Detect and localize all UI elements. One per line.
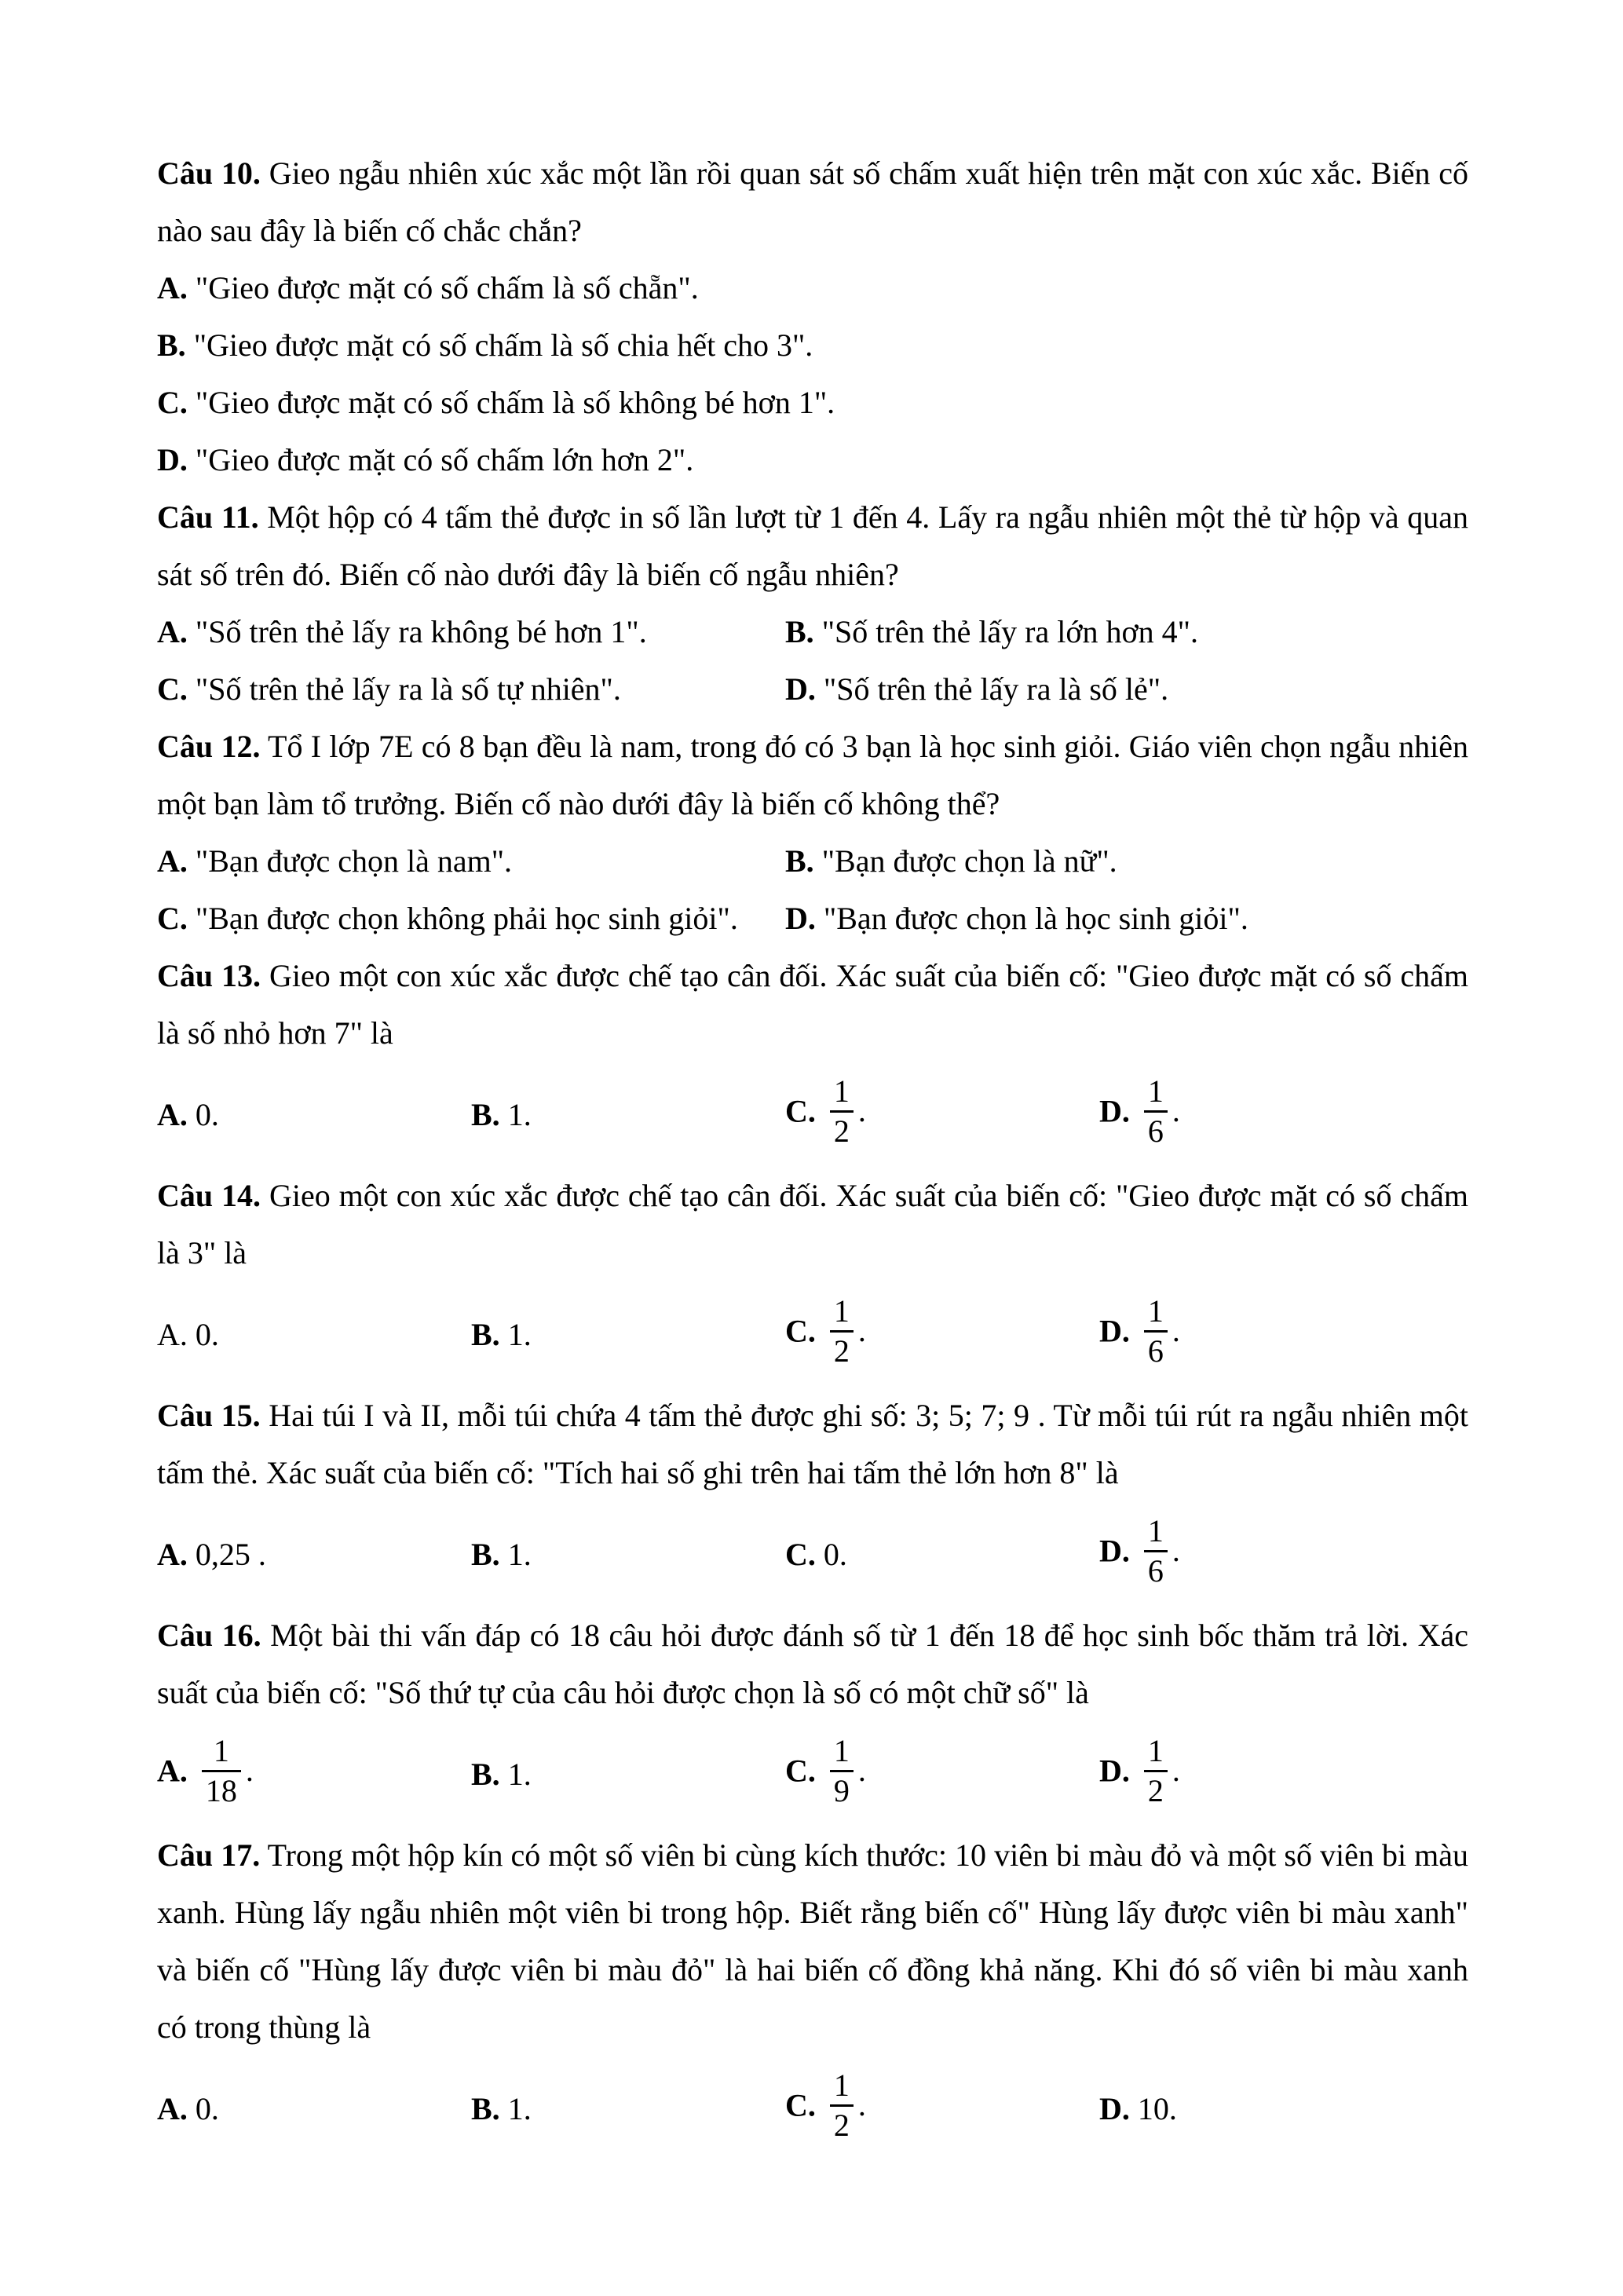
option-letter: B. xyxy=(471,1096,500,1132)
option-letter: D. xyxy=(1099,1533,1130,1569)
option-value xyxy=(508,1537,532,1572)
option-line xyxy=(157,259,1468,316)
option-cell xyxy=(157,1732,471,1811)
option-cell xyxy=(157,1306,471,1363)
question-label: Câu 13. xyxy=(157,958,261,993)
question-label: Câu 12. xyxy=(157,729,261,764)
option-value xyxy=(822,614,1198,649)
fraction-numerator: 1 xyxy=(1147,1292,1164,1329)
fraction xyxy=(830,1075,854,1148)
option-value xyxy=(824,1537,847,1572)
option-cell xyxy=(785,1073,1099,1151)
option-cell xyxy=(1099,2080,1468,2137)
option-text: 0. xyxy=(823,1536,847,1572)
option-cell xyxy=(785,832,1468,890)
fraction xyxy=(830,1292,854,1369)
option-letter: D. xyxy=(1099,1313,1130,1349)
option-cell xyxy=(157,270,699,305)
option-text: 10. xyxy=(1137,2090,1177,2126)
option-text: 0. xyxy=(195,1096,219,1132)
option-letter: C. xyxy=(785,1313,816,1349)
fraction xyxy=(1144,1512,1168,1589)
option-value xyxy=(196,843,512,879)
question-text: Gieo một con xúc xắc được chế tạo cân đối. Xác suất của biến cố: "Gieo được mặt có số chấm là số nhỏ hơn 7" là xyxy=(157,958,1469,1051)
question-label: Câu 15. xyxy=(157,1398,261,1433)
option-letter: A. xyxy=(157,1096,188,1132)
option-text: . xyxy=(857,1093,866,1129)
option-letter: C. xyxy=(785,1536,816,1572)
option-letter: B. xyxy=(471,1756,500,1792)
fraction-denominator: 6 xyxy=(1144,1110,1168,1148)
option-cell xyxy=(1099,1073,1468,1151)
option-value xyxy=(508,1757,532,1792)
fraction xyxy=(1144,1292,1168,1369)
option-letter: C. xyxy=(785,2087,816,2123)
option-value xyxy=(194,327,813,363)
option-letter: C. xyxy=(157,901,188,936)
fraction xyxy=(202,1732,241,1808)
option-letter: B. xyxy=(785,843,814,879)
option-text: "Gieo được mặt có số chấm là số không bé hơn 1". xyxy=(195,385,835,420)
option-text: 1. xyxy=(507,2090,532,2126)
question-statement xyxy=(157,1607,1468,1721)
option-text: "Gieo được mặt có số chấm lớn hơn 2". xyxy=(195,442,694,477)
option-letter: B. xyxy=(471,2090,500,2126)
fraction-numerator: 1 xyxy=(833,1732,850,1768)
option-value xyxy=(824,671,1168,707)
option-text: "Bạn được chọn không phải học sinh giỏi". xyxy=(195,901,738,936)
question-cau-10 xyxy=(157,144,1468,488)
option-value xyxy=(824,1292,866,1369)
option-text: 0. xyxy=(195,2090,219,2126)
question-statement xyxy=(157,488,1468,603)
option-cell xyxy=(157,890,785,947)
question-statement xyxy=(157,1167,1468,1281)
option-cell xyxy=(785,890,1468,947)
fraction-denominator: 6 xyxy=(1144,1330,1168,1368)
option-letter: A. xyxy=(157,1753,188,1789)
option-row xyxy=(157,1062,1468,1167)
option-text: . xyxy=(1172,1533,1180,1569)
option-row xyxy=(157,2056,1468,2161)
fraction-numerator: 1 xyxy=(213,1732,229,1768)
option-value xyxy=(196,385,835,420)
option-text: "Số trên thẻ lấy ra lớn hơn 4". xyxy=(821,614,1199,649)
fraction-denominator: 2 xyxy=(830,2104,854,2142)
option-value xyxy=(824,901,1248,936)
option-text: . xyxy=(857,1313,866,1349)
option-cell xyxy=(157,442,693,477)
option-line xyxy=(157,431,1468,488)
option-cell xyxy=(785,1732,1099,1811)
option-letter: C. xyxy=(785,1753,816,1789)
question-cau-11 xyxy=(157,488,1468,718)
fraction xyxy=(830,2069,854,2142)
option-value xyxy=(824,1073,866,1149)
option-letter: D. xyxy=(1099,1093,1130,1129)
fraction-denominator: 18 xyxy=(202,1770,241,1808)
option-value xyxy=(196,1732,254,1808)
option-letter: D. xyxy=(1099,1753,1130,1789)
option-text: . xyxy=(857,2087,866,2123)
question-cau-13 xyxy=(157,947,1468,1167)
option-text: "Số trên thẻ lấy ra là số tự nhiên". xyxy=(195,671,621,707)
option-text: 0. xyxy=(195,1316,219,1352)
option-value xyxy=(1138,1512,1180,1589)
option-letter: A. xyxy=(157,843,188,879)
option-cell xyxy=(785,1292,1099,1371)
option-letter: D. xyxy=(785,901,816,936)
fraction xyxy=(1144,1075,1168,1148)
option-cell xyxy=(157,603,785,660)
option-text: . xyxy=(1172,1093,1180,1129)
fraction-denominator: 2 xyxy=(830,1110,854,1148)
option-text: "Bạn được chọn là nam". xyxy=(195,843,513,879)
option-cell xyxy=(785,1526,1099,1583)
option-text: "Bạn được chọn là nữ". xyxy=(821,843,1117,879)
option-row xyxy=(157,660,1468,718)
option-letter: A. xyxy=(157,1316,188,1352)
option-cell xyxy=(157,385,835,420)
fraction xyxy=(830,1732,854,1808)
option-row xyxy=(157,1721,1468,1826)
question-text: Một bài thi vấn đáp có 18 câu hỏi được đánh số từ 1 đến 18 để học sinh bốc thăm trả lời. Xác suất của biến cố: "Số thứ tự của câu hỏi được chọn là số có một chữ số" là xyxy=(157,1618,1468,1710)
option-cell xyxy=(785,660,1468,718)
option-letter: A. xyxy=(157,2090,188,2126)
fraction-numerator: 1 xyxy=(1147,1073,1164,1109)
option-letter: B. xyxy=(471,1536,500,1572)
option-letter: B. xyxy=(157,327,186,363)
option-value xyxy=(822,843,1117,879)
option-value xyxy=(1138,1073,1180,1149)
question-label: Câu 17. xyxy=(157,1837,261,1873)
option-cell xyxy=(1099,1292,1468,1371)
option-letter: C. xyxy=(157,385,188,420)
option-value xyxy=(824,1732,866,1808)
option-cell xyxy=(157,2080,471,2137)
option-value xyxy=(1138,2091,1177,2126)
option-value xyxy=(196,442,693,477)
fraction-numerator: 1 xyxy=(833,1073,850,1109)
option-value xyxy=(508,1097,532,1132)
fraction xyxy=(1144,1732,1168,1808)
option-value xyxy=(196,2091,219,2126)
question-cau-15 xyxy=(157,1387,1468,1607)
fraction-numerator: 1 xyxy=(833,1292,850,1329)
option-text: "Số trên thẻ lấy ra không bé hơn 1". xyxy=(195,614,647,649)
option-row xyxy=(157,1501,1468,1607)
option-text: 0,25 . xyxy=(195,1536,266,1572)
option-text: 1. xyxy=(507,1316,532,1352)
question-label: Câu 10. xyxy=(157,155,261,191)
question-label: Câu 14. xyxy=(157,1178,261,1213)
fraction-denominator: 2 xyxy=(1144,1770,1168,1808)
option-text: 1. xyxy=(507,1536,532,1572)
option-cell xyxy=(785,603,1468,660)
option-text: 1. xyxy=(507,1756,532,1792)
option-value xyxy=(1138,1732,1180,1808)
option-value xyxy=(196,671,621,707)
option-text: . xyxy=(857,1753,866,1789)
option-value xyxy=(508,1317,532,1352)
question-label: Câu 11. xyxy=(157,499,259,535)
option-value xyxy=(196,1097,219,1132)
question-text: Trong một hộp kín có một số viên bi cùng kích thước: 10 viên bi màu đỏ và một số viên bi màu xanh. Hùng lấy ngẫu nhiên một viên bi trong hộp. Biết rằng biến cố" Hùng lấy được viên bi màu xanh" và biến cố "Hùng lấy được viên bi màu đỏ" là hai biến cố đồng khả năng. Khi đó số viên bi màu xanh có trong thùng là xyxy=(157,1837,1468,2045)
option-value xyxy=(196,270,699,305)
option-cell xyxy=(471,1086,785,1143)
option-cell xyxy=(157,1526,471,1583)
option-cell xyxy=(157,327,813,363)
option-cell xyxy=(1099,1732,1468,1811)
option-cell xyxy=(471,1306,785,1363)
question-label: Câu 16. xyxy=(157,1618,261,1653)
option-row xyxy=(157,890,1468,947)
option-letter: C. xyxy=(785,1093,816,1129)
option-line xyxy=(157,374,1468,431)
question-cau-16 xyxy=(157,1607,1468,1826)
option-text: . xyxy=(245,1753,254,1789)
option-text: 1. xyxy=(507,1096,532,1132)
fraction-numerator: 1 xyxy=(1147,1732,1164,1768)
option-cell xyxy=(157,660,785,718)
option-row xyxy=(157,603,1468,660)
option-text: "Gieo được mặt có số chấm là số chẵn". xyxy=(195,270,699,305)
option-letter: B. xyxy=(785,614,814,649)
question-text: Gieo một con xúc xắc được chế tạo cân đối. Xác suất của biến cố: "Gieo được mặt có số chấm là 3" là xyxy=(157,1178,1469,1270)
option-value xyxy=(824,2067,866,2143)
option-text: . xyxy=(1172,1753,1180,1789)
question-statement xyxy=(157,947,1468,1062)
question-statement xyxy=(157,718,1468,832)
option-cell xyxy=(471,1746,785,1803)
fraction-denominator: 6 xyxy=(1144,1550,1168,1588)
option-text: . xyxy=(1172,1313,1180,1349)
option-letter: C. xyxy=(157,671,188,707)
fraction-denominator: 9 xyxy=(830,1770,854,1808)
option-cell xyxy=(157,1086,471,1143)
option-letter: A. xyxy=(157,1536,188,1572)
question-statement xyxy=(157,1826,1468,2056)
option-cell xyxy=(471,1526,785,1583)
document-content xyxy=(157,144,1468,2161)
option-text: "Bạn được chọn là học sinh giỏi". xyxy=(823,901,1248,936)
option-cell xyxy=(157,832,785,890)
question-cau-14 xyxy=(157,1167,1468,1387)
option-cell xyxy=(471,2080,785,2137)
question-text: Tổ I lớp 7E có 8 bạn đều là nam, trong đó có 3 bạn là học sinh giỏi. Giáo viên chọn ngẫu nhiên một bạn làm tổ trưởng. Biến cố nào dưới đây là biến cố không thể? xyxy=(157,729,1469,821)
option-row xyxy=(157,1281,1468,1387)
option-value xyxy=(196,1317,219,1352)
option-letter: B. xyxy=(471,1316,500,1352)
option-value xyxy=(196,1537,266,1572)
option-letter: A. xyxy=(157,614,188,649)
fraction-denominator: 2 xyxy=(830,1330,854,1368)
fraction-numerator: 1 xyxy=(833,2067,850,2103)
option-row xyxy=(157,832,1468,890)
question-statement xyxy=(157,144,1468,259)
option-text: "Số trên thẻ lấy ra là số lẻ". xyxy=(823,671,1169,707)
question-text: Một hộp có 4 tấm thẻ được in số lần lượt từ 1 đến 4. Lấy ra ngẫu nhiên một thẻ từ hộp và quan sát số trên đó. Biến cố nào dưới đây là biến cố ngẫu nhiên? xyxy=(157,499,1469,592)
question-statement xyxy=(157,1387,1468,1501)
option-line xyxy=(157,316,1468,374)
option-value xyxy=(196,614,647,649)
question-cau-17 xyxy=(157,1826,1468,2161)
question-cau-12 xyxy=(157,718,1468,947)
option-text: "Gieo được mặt có số chấm là số chia hết cho 3". xyxy=(193,327,813,363)
option-letter: D. xyxy=(785,671,816,707)
option-value xyxy=(1138,1292,1180,1369)
option-cell xyxy=(1099,1512,1468,1591)
option-letter: D. xyxy=(1099,2090,1130,2126)
option-letter: A. xyxy=(157,270,188,305)
question-text: Gieo ngẫu nhiên xúc xắc một lần rồi quan sát số chấm xuất hiện trên mặt con xúc xắc. Biến cố nào sau đây là biến cố chắc chắn? xyxy=(157,155,1469,248)
question-text: Hai túi I và II, mỗi túi chứa 4 tấm thẻ được ghi số: 3; 5; 7; 9 . Từ mỗi túi rút ra ngẫu nhiên một tấm thẻ. Xác suất của biến cố: "Tích hai số ghi trên hai tấm thẻ lớn hơn 8" là xyxy=(157,1398,1469,1490)
option-letter: D. xyxy=(157,442,188,477)
option-cell xyxy=(785,2067,1099,2145)
option-value xyxy=(196,901,738,936)
option-value xyxy=(508,2091,532,2126)
fraction-numerator: 1 xyxy=(1147,1512,1164,1548)
